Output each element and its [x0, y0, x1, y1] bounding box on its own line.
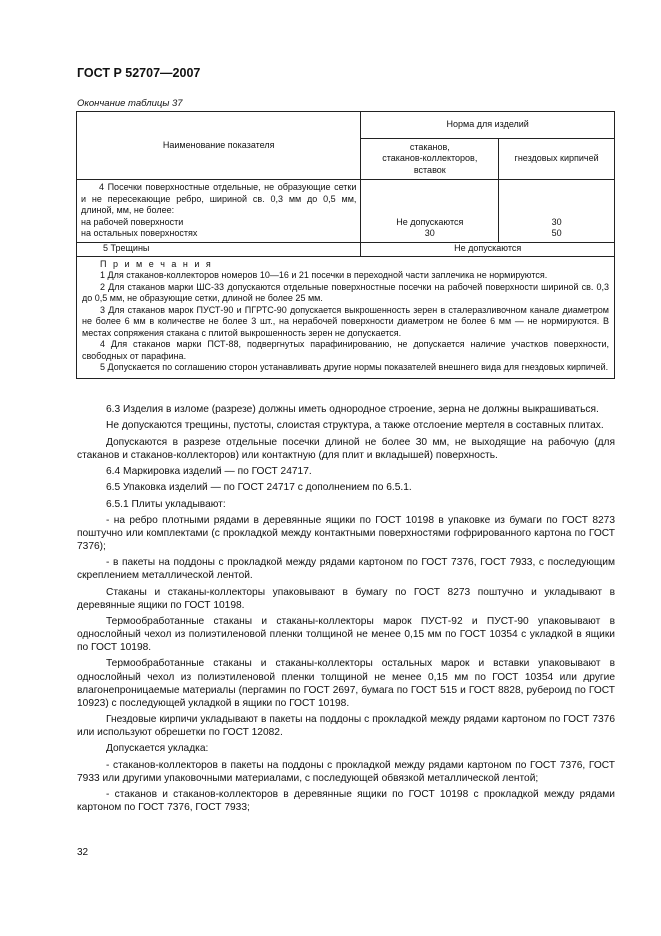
row5-value: Не допускаются [361, 242, 615, 256]
paragraph: Допускаются в разрезе отдельные посечки длиной не более 30 мм, не выходящие на рабочую (для стаканов и стаканов-коллекторов) или контактную (для плит и вкладышей) поверхность. [77, 436, 615, 461]
row4-sub2: на остальных поверхностях [81, 228, 198, 238]
paragraph: 6.5 Упаковка изделий — по ГОСТ 24717 с дополнением по 6.5.1. [106, 482, 412, 494]
paragraph: Термообработанные стаканы и стаканы-коллекторы остальных марок и вставки упаковывают в однослойный чехол из полиэтиленовой пленки толщиной не менее 0,15 мм по ГОСТ 10354 или другие влагонепроницаемые материалы (пергамин по ГОСТ 2697, бумага по ГОСТ 515 и ГОСТ 8828, рубероид по ГОСТ 10923) с последующей укладкой в ящики по ГОСТ 10198. [77, 658, 615, 709]
row4-glasses-1: Не допускаются [396, 216, 464, 227]
paragraph: Термообработанные стаканы и стаканы-коллекторы марок ПУСТ-92 и ПУСТ-90 упаковывают в однослойный чехол из полиэтиленовой пленки толщиной не менее 0,15 мм по ГОСТ 10354 с укладкой в ящики по ГОСТ 10198. [77, 616, 615, 654]
page-number: 32 [77, 847, 89, 858]
header-bricks: гнездовых кирпичей [499, 139, 615, 180]
paragraph: - стаканов-коллекторов в пакеты на поддоны с прокладкой между рядами картоном по ГОСТ 7376, ГОСТ 7933 или другими упаковочными материалами, с последующей обвязкой металлической лентой; [77, 759, 615, 784]
paragraph: - стаканов и стаканов-коллекторов в деревянные ящики по ГОСТ 10198 с прокладкой между рядами картоном по ГОСТ 7376, ГОСТ 7933; [77, 789, 615, 814]
paragraph: 6.5.1 Плиты укладывают: [106, 498, 226, 510]
paragraph: - в пакеты на поддоны с прокладкой между рядами картоном по ГОСТ 7376, ГОСТ 7933, с последующим скреплением металлической лентой. [77, 557, 615, 582]
notes-title: П р и м е ч а н и я [100, 258, 213, 269]
paragraph: Допускается укладка: [106, 743, 209, 755]
header-glasses: стаканов, стаканов-коллекторов, вставок [361, 139, 499, 180]
row5-indicator: 5 Трещины [77, 242, 361, 256]
paragraph: - на ребро плотными рядами в деревянные ящики по ГОСТ 10198 в упаковке из бумаги по ГОСТ 8273 поштучно или комплектами (с прокладкой между контактными поверхностями гофрированного картона по ГОСТ 7376); [77, 514, 615, 552]
notes-block [77, 256, 615, 378]
paragraph: Не допускаются трещины, пустоты, слоистая структура, а также отслоение мертеля в составных плитах. [106, 420, 604, 432]
row4-indicator: 4 Посечки поверхностные отдельные, не образующие сетки и не пересекающие ребро, шириной св. 0,3 мм до 0,5 мм, длиной, мм, не более: [81, 182, 357, 215]
table-row [77, 242, 615, 256]
row4-bricks-2: 50 [551, 228, 562, 238]
paragraph: 6.4 Маркировка изделий — по ГОСТ 24717. [106, 465, 312, 477]
body-text [77, 403, 615, 817]
note-item: 1 Для стаканов-коллекторов номеров 10—16 и 21 посечки в переходной части заплечика не нормируются. [100, 270, 548, 280]
note-item: 5 Допускается по соглашению сторон устанавливать другие нормы показателей внешнего вида для гнездовых кирпичей. [100, 362, 609, 372]
note-item: 4 Для стаканов марки ПСТ-88, подвергнутых парафинированию, не допускается наличие участков поверхности, свободных от парафина. [82, 339, 609, 361]
table-row [77, 180, 615, 243]
note-item: 2 Для стаканов марки ШС-33 допускаются отдельные поверхностные посечки на рабочей поверхности шириной св. 0,3 до 0,5 мм, не образующие сетки, длиной не более 25 мм. [82, 281, 609, 303]
row4-bricks-1: 30 [551, 216, 562, 227]
document-header: ГОСТ Р 52707—2007 [77, 66, 201, 80]
header-norm: Норма для изделий [361, 112, 615, 139]
paragraph: Стаканы и стаканы-коллекторы упаковывают в бумагу по ГОСТ 8273 поштучно и укладывают в деревянные ящики по ГОСТ 10198. [77, 586, 615, 611]
row4-glasses-2: 30 [424, 228, 435, 238]
note-item: 3 Для стаканов марок ПУСТ-90 и ПГРТС-90 допускается выкрошенность зерен в сталеразливочном канале диаметром не более 6 мм в количестве не более 3 шт., на нерабочей поверхности диаметром не более 6 мм — не нормируются. В местах сопряжения стакана с плитой выкрошенность зерен не допускается. [82, 304, 609, 338]
header-indicator: Наименование показателя [77, 112, 361, 180]
row4-sub1: на рабочей поверхности [81, 216, 184, 227]
paragraph: Гнездовые кирпичи укладывают в пакеты на поддоны с прокладкой между рядами картоном по ГОСТ 7376 или используют обрешетки по ГОСТ 12082. [77, 714, 615, 739]
norms-table [76, 111, 615, 379]
notes-row [77, 256, 615, 378]
paragraph: 6.3 Изделия в изломе (разрезе) должны иметь однородное строение, зерна не должны выкрашиваться. [106, 404, 599, 415]
table-caption: Окончание таблицы 37 [77, 98, 183, 109]
